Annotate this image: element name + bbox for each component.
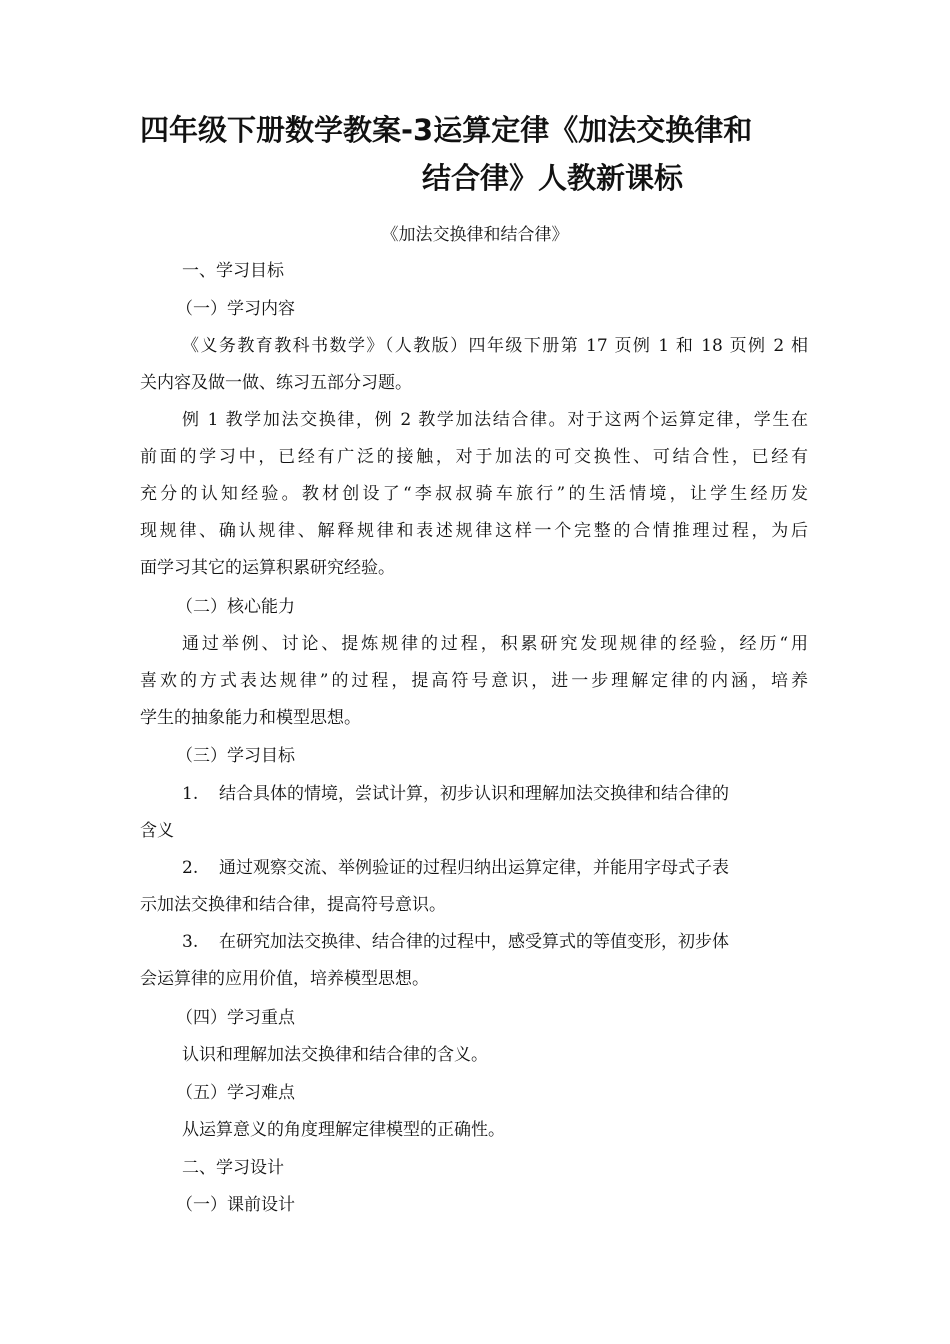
paragraph-line: 学生的抽象能力和模型思想。 (140, 708, 361, 728)
paragraph-line: 喜欢的方式表达规律”的过程，提高符号意识，进一步理解定律的内涵，培养 (140, 671, 808, 691)
paragraph-line: 面学习其它的运算积累研究经验。 (140, 558, 395, 578)
subsection-heading: （一）课前设计 (176, 1195, 295, 1215)
goal-text: 在研究加法交换律、结合律的过程中，感受算式的等值变形，初步体 (219, 932, 729, 952)
goal-text: 结合具体的情境，尝试计算，初步认识和理解加法交换律和结合律的 (219, 784, 729, 804)
paragraph-line: 示加法交换律和结合律，提高符号意识。 (140, 895, 446, 915)
paragraph-line: 关内容及做一做、练习五部分习题。 (140, 373, 412, 393)
document-title-line-2: 结合律》人教新课标 (422, 161, 684, 195)
paragraph-line: 含义 (140, 821, 174, 841)
paragraph-line: 通过举例、讨论、提炼规律的过程，积累研究发现规律的经验，经历“用 (182, 634, 808, 654)
section-heading: 二、学习设计 (182, 1158, 284, 1178)
paragraph-line: 现规律、确认规律、解释规律和表述规律这样一个完整的合情推理过程，为后 (140, 521, 808, 541)
paragraph-line: 从运算意义的角度理解定律模型的正确性。 (182, 1120, 505, 1140)
paragraph-line: 《义务教育教科书数学》（人教版）四年级下册第 17 页例 1 和 18 页例 2 相 (182, 336, 808, 356)
section-heading: 一、学习目标 (182, 261, 284, 281)
goal-item-2 (182, 855, 729, 881)
paragraph-line: 例 1 教学加法交换律，例 2 教学加法结合律。对于这两个运算定律，学生在 (182, 410, 808, 430)
goal-text: 通过观察交流、举例验证的过程归纳出运算定律，并能用字母式子表 (219, 858, 729, 878)
paragraph-line: 前面的学习中，已经有广泛的接触，对于加法的可交换性、可结合性，已经有 (140, 447, 808, 467)
goal-item-1 (182, 781, 729, 807)
paragraph-line: 认识和理解加法交换律和结合律的含义。 (182, 1045, 488, 1065)
subsection-heading: （一）学习内容 (176, 299, 295, 319)
subsection-heading: （四）学习重点 (176, 1008, 295, 1028)
goal-number: 3. (182, 932, 199, 952)
paragraph-line: 充分的认知经验。教材创设了“李叔叔骑车旅行”的生活情境，让学生经历发 (140, 484, 808, 504)
subsection-heading: （三）学习目标 (176, 746, 295, 766)
paragraph-line: 会运算律的应用价值，培养模型思想。 (140, 969, 429, 989)
subtitle: 《加法交换律和结合律》 (381, 225, 569, 245)
subsection-heading: （二）核心能力 (176, 597, 295, 617)
goal-item-3 (182, 929, 729, 955)
document-title-line-1: 四年级下册数学教案-3运算定律《加法交换律和 (140, 113, 753, 147)
goal-number: 2. (182, 858, 199, 878)
subsection-heading: （五）学习难点 (176, 1083, 295, 1103)
goal-number: 1. (182, 784, 199, 804)
